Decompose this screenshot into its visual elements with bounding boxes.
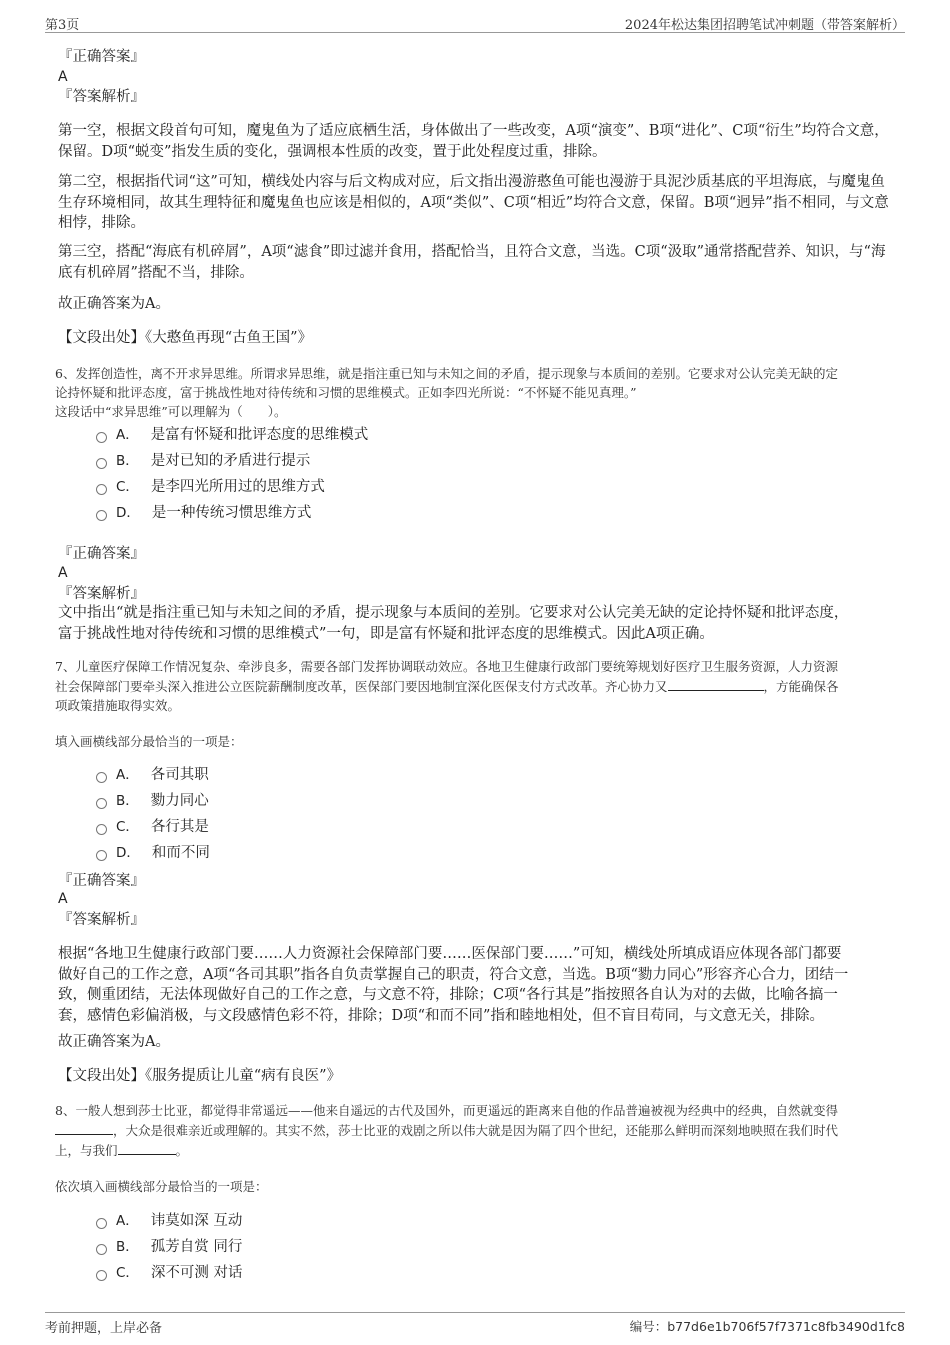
radio-button[interactable]	[96, 772, 107, 783]
fill-blank	[55, 1120, 113, 1135]
page-header	[45, 10, 905, 33]
question-7-stem	[55, 657, 895, 715]
correct-answer-label: 『正确答案』	[58, 546, 145, 562]
question-8-option-c[interactable]: C． 深不可测 对话	[96, 1263, 243, 1283]
analysis-line: 富于挑战性地对待传统和习惯的思维模式”一句，即是富有怀疑和批评态度的思维模式。因此A项正确。	[58, 625, 714, 642]
document-title: 2024年松达集团招聘笔试冲刺题（带答案解析）	[624, 18, 905, 33]
question-6-option-c[interactable]: C． 是李四光所用过的思维方式	[96, 477, 325, 497]
question-8-option-a[interactable]: A． 讳莫如深 互动	[96, 1211, 242, 1231]
analysis-paragraph-3: 第三空，搭配“海底有机碎屑”，A项“滤食”即过滤并食用，搭配恰当，且符合文意，当选。C项“汲取”通常搭配营养、知识，与“海底有机碎屑”搭配不当，排除。	[58, 244, 886, 281]
question-7-stem-line: 7、儿童医疗保障工作情况复杂、牵涉良多，需要各部门发挥协调联动效应。各地卫生健康行政部门要统筹规划好医疗卫生服务资源，人力资源	[55, 659, 838, 674]
question-7-prompt: 填入画横线部分最恰当的一项是：	[55, 734, 243, 749]
question-8-prompt: 依次填入画横线部分最恰当的一项是：	[55, 1179, 268, 1194]
radio-button[interactable]	[96, 824, 107, 835]
question-7-analysis	[58, 944, 893, 1026]
radio-button[interactable]	[96, 510, 107, 521]
question-6-stem-line: 6、发挥创造性，离不开求异思维。所谓求异思维，就是指注重已知与未知之间的矛盾，提示现象与本质间的差别。它要求对公认完美无缺的定	[55, 366, 838, 381]
question-8-option-b[interactable]: B． 孤芳自赏 同行	[96, 1237, 242, 1257]
question-6-stem-line: 这段话中“求异思维”可以理解为（ ）。	[55, 404, 287, 419]
analysis-line: 做好自己的工作之意，A项“各司其职”指各自负责掌握自己的职责，符合文意，当选。B项“勠力同心”形容齐心合力，团结一	[58, 966, 849, 983]
fill-blank	[118, 1140, 176, 1155]
footer-slogan: 考前押题，上岸必备	[45, 1321, 163, 1336]
page-footer	[45, 1312, 905, 1335]
correct-answer-value: A	[58, 891, 68, 907]
radio-button[interactable]	[96, 432, 107, 443]
analysis-paragraph-2: 第二空，根据指代词“这”可知，横线处内容与后文构成对应，后文指出漫游憨鱼可能也漫游于具泥沙质基底的平坦海底，与魔鬼鱼生存环境相同，故其生理特征和魔鬼鱼也应该是相似的，A项“类似”、C项“相近”均符合文意，保留。B项“迥异”指不相同，与文意相悖，排除。	[58, 174, 889, 231]
question-8-stem-line: 上，与我们 。	[55, 1140, 895, 1160]
question-7-stem-line: 社会保障部门要牵头深入推进公立医院薪酬制度改革，医保部门要因地制宜深化医保支付方式改革。齐心协力又 ，方能确保各	[55, 676, 895, 696]
radio-button[interactable]	[96, 458, 107, 469]
question-6-stem-line: 论持怀疑和批评态度，富于挑战性地对待传统和习惯的思维模式。正如李四光所说：“不怀疑不能见真理。”	[55, 385, 637, 400]
correct-answer-label: 『正确答案』	[58, 873, 145, 889]
question-6-option-a[interactable]: A． 是富有怀疑和批评态度的思维模式	[96, 425, 368, 445]
question-8-stem-line: ，大众是很难亲近或理解的。其实不然，莎士比亚的戏剧之所以伟大就是因为隔了四个世纪，还能那么鲜明而深刻地映照在我们时代	[55, 1120, 895, 1140]
question-8-stem	[55, 1101, 895, 1160]
question-6-analysis	[58, 603, 893, 644]
document-code: 编号：b77d6e1b706f57f7371c8fb3490d1fc8	[629, 1319, 905, 1334]
fill-blank	[668, 676, 764, 691]
source-citation: 【文段出处】《服务提质让儿童“病有良医”》	[58, 1068, 342, 1084]
radio-button[interactable]	[96, 484, 107, 495]
analysis-line: 致，侧重团结，无法体现做好自己的工作之意，与文意不符，排除；C项“各行其是”指按照各自认为对的去做，比喻各搞一	[58, 987, 838, 1003]
radio-button[interactable]	[96, 1244, 107, 1255]
question-7-option-d[interactable]: D． 和而不同	[96, 843, 210, 863]
analysis-line: 根据“各地卫生健康行政部门要……人力资源社会保障部门要……医保部门要……”可知，横线处所填成语应体现各部门都要	[58, 946, 842, 962]
analysis-label: 『答案解析』	[58, 586, 145, 602]
analysis-label: 『答案解析』	[58, 912, 145, 928]
radio-button[interactable]	[96, 1218, 107, 1229]
question-7-stem-line: 项政策措施取得实效。	[55, 698, 181, 713]
question-8-stem-line: 8、一般人想到莎士比亚，都觉得非常遥远——他来自遥远的古代及国外，而更遥远的距离来自他的作品普遍被视为经典中的经典，自然就变得	[55, 1103, 838, 1118]
correct-answer-value: A	[58, 69, 68, 85]
radio-button[interactable]	[96, 798, 107, 809]
question-6-option-d[interactable]: D． 是一种传统习惯思维方式	[96, 503, 311, 523]
analysis-paragraph-1: 第一空，根据文段首句可知，魔鬼鱼为了适应底栖生活，身体做出了一些改变，A项“演变”、B项“进化”、C项“衍生”均符合文意，保留。D项“蜕变”指发生质的变化，强调根本性质的改变，置于此处程度过重，排除。	[58, 123, 889, 160]
analysis-label: 『答案解析』	[58, 89, 145, 105]
analysis-conclusion: 故正确答案为A。	[58, 1034, 170, 1050]
radio-button[interactable]	[96, 1270, 107, 1281]
analysis-line: 文中指出“就是指注重已知与未知之间的矛盾，提示现象与本质间的差别。它要求对公认完美无缺的定论持怀疑和批评态度，	[58, 605, 849, 621]
question-6-stem	[55, 364, 895, 421]
question-6-option-b[interactable]: B． 是对已知的矛盾进行提示	[96, 451, 310, 471]
question-7-option-c[interactable]: C． 各行其是	[96, 817, 209, 837]
radio-button[interactable]	[96, 850, 107, 861]
correct-answer-label: 『正确答案』	[58, 49, 145, 65]
analysis-conclusion: 故正确答案为A。	[58, 296, 170, 312]
source-citation: 【文段出处】《大憨鱼再现“古鱼王国”》	[58, 330, 313, 346]
question-7-option-a[interactable]: A． 各司其职	[96, 765, 209, 785]
correct-answer-value: A	[58, 565, 68, 581]
analysis-line: 套，感情色彩偏消极，与文段感情色彩不符，排除；D项“和而不同”指和睦地相处，但不盲目苟同，与文意无关，排除。	[58, 1007, 824, 1024]
question-7-option-b[interactable]: B． 勠力同心	[96, 791, 209, 811]
page-number: 第3页	[45, 18, 80, 33]
